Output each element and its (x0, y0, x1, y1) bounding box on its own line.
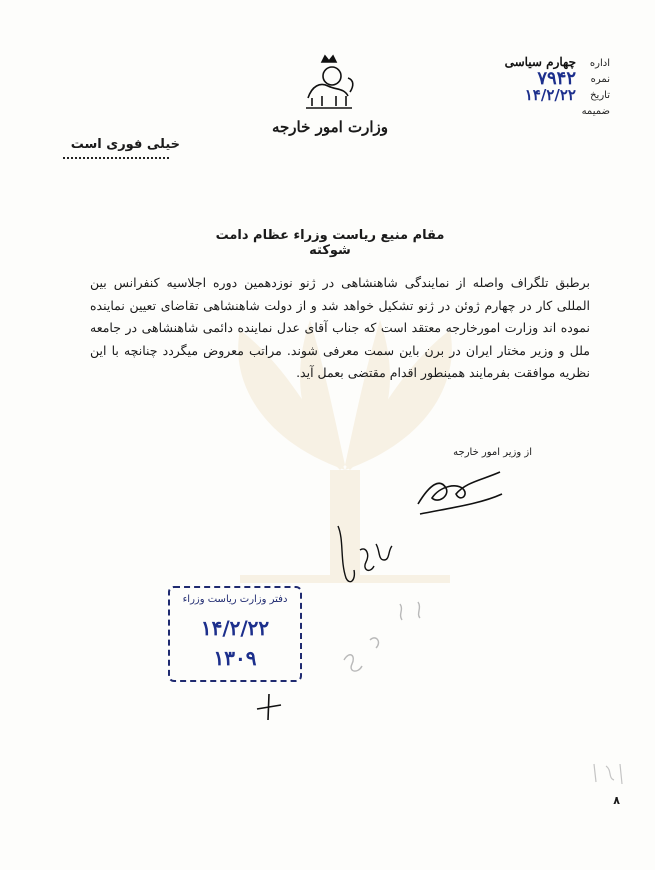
stamp-date: ۱۴/۲/۲۲ (200, 616, 270, 640)
cross-mark-icon (254, 692, 284, 722)
faint-corner-marks-icon (588, 760, 628, 790)
department-label: اداره (589, 58, 610, 69)
signature-icon (410, 464, 510, 524)
date-label: تاریخ (590, 90, 610, 101)
letter-body: برطبق تلگراف واصله از نمایندگی شاهنشاهی در ژنو نوزدهمین دوره اجلاسیه کنفرانس بین المللی کار در چهارم ژوئن در ژنو تشکیل خواهد شد و از دولت شاهنشاهی تقاضای تعیین نماینده نموده اند وزارت امورخارجه معتقد است که جناب آقای عدل نماینده دائمی شاهنشاهی در جامعه ملل و وزیر مختار ایران در برن باین سمت معرفی شوند. مراتب معروض میگردد چنانچه با این نظریه موافقت بفرمایند همینطور اقدام مقتضی بعمل آید. (90, 275, 590, 380)
lion-and-sun-emblem-icon (298, 52, 360, 112)
stamp-number: ۱۳۰۹ (213, 646, 257, 670)
office-info (490, 56, 610, 120)
number-value: ۷۹۴۲ (537, 68, 576, 89)
attachment-row (490, 104, 610, 120)
urgency-note: خیلی فوری است (70, 137, 180, 152)
ministry-name: وزارت امور خارجه (271, 118, 389, 136)
stamp-title: دفتر وزارت ریاست وزراء (182, 594, 288, 605)
attachment-label: ضمیمه (581, 106, 610, 117)
number-label: نمره (590, 74, 610, 85)
date-value: ۱۴/۲/۲۲ (524, 86, 576, 104)
department-value: چهارم سیاسی (504, 55, 576, 69)
page-number: ۸ (613, 794, 620, 807)
date-row (490, 88, 610, 104)
urgency-underline (63, 157, 169, 159)
faint-pencil-marks-icon (340, 600, 460, 680)
receipt-stamp (168, 586, 302, 682)
signature-title: از وزیر امور خارجه (453, 447, 532, 458)
recipient-heading: مقام منیع ریاست وزراء عظام دامت شوکته (215, 228, 445, 258)
